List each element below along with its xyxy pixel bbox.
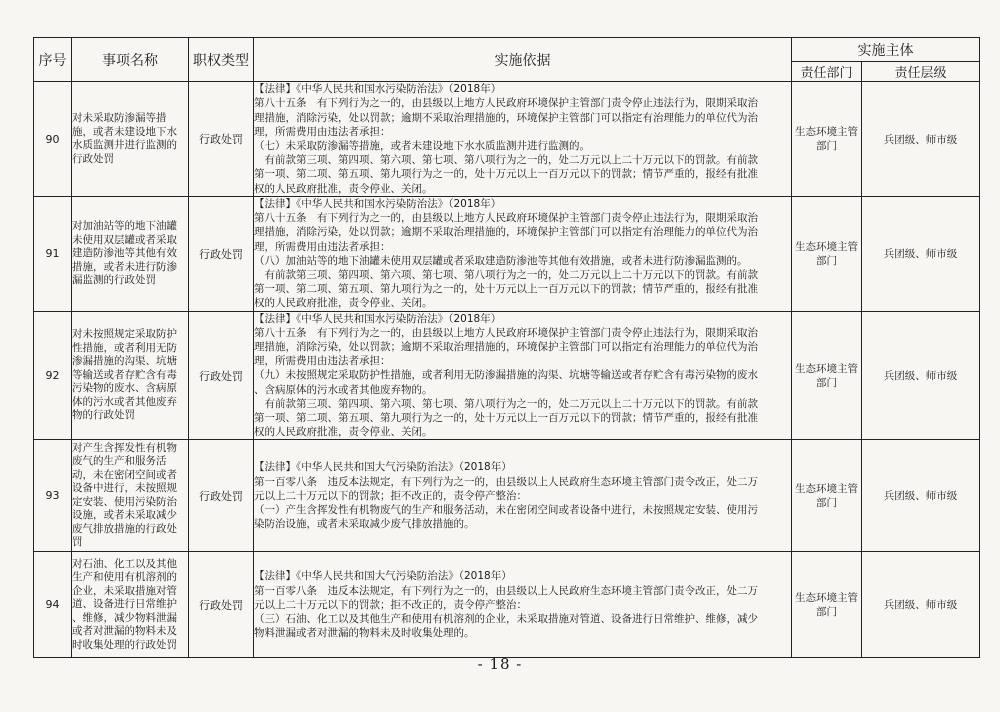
item-line: 设备中进行，未按照规: [72, 482, 177, 495]
level-cell: 兵团级、师市级: [862, 82, 980, 197]
item-line: 定安装、使用污染防治: [72, 495, 177, 508]
table-row: [34, 82, 980, 197]
basis-line: 理，所需费用由违法者承担：: [254, 125, 391, 138]
item-line: 性措施，或者利用无防: [72, 341, 177, 354]
basis-line: （八）加油站等的地下油罐未使用双层罐或者采取建造防渗池等其他有效措施，或者未进行防渗漏监测的。: [254, 254, 748, 267]
item-line: 或者对泄漏的物料未及: [72, 625, 177, 638]
item-line: 时收集处理的行政处罚: [72, 638, 177, 651]
item-line: 渗漏措施的沟渠、坑塘: [72, 355, 177, 368]
basis-line: 第一项、第二项、第五项、第九项行为之一的，处十万元以上一百万元以下的罚款；情节严重的，报经有批准: [254, 168, 758, 181]
table-row: [34, 311, 980, 440]
authority-type-cell: 行政处罚: [189, 197, 254, 312]
basis-line: 有前款第三项、第四项、第六项、第七项、第八项行为之一的，处二万元以上二十万元以下的罚款。有前款: [254, 269, 758, 282]
item-name-cell: [72, 197, 189, 312]
basis-cell: [254, 82, 792, 197]
item-line: 、维修，减少物料泄漏: [72, 611, 177, 624]
dept-cell: 生态环境主管部门: [792, 552, 862, 658]
basis-line: （七）未采取防渗漏等措施，或者未建设地下水水质监测井进行监测的。: [254, 140, 590, 152]
level-cell: 兵团级、师市级: [862, 197, 980, 312]
item-line: 体的污水或者其他废弃: [72, 395, 177, 408]
row-number: 93: [34, 440, 72, 552]
basis-line: 【法律】《中华人民共和国水污染防治法》（2018年）: [254, 83, 502, 96]
authority-type-cell: 行政处罚: [189, 440, 254, 552]
basis-line: 权的人民政府批准，责令停业、关闭。: [254, 297, 433, 310]
item-line: 漏监测的行政处罚: [72, 274, 156, 287]
basis-line: 【法律】《中华人民共和国水污染防治法》（2018年）: [254, 312, 502, 325]
basis-line: 有前款第三项、第四项、第六项、第七项、第八项行为之一的，处二万元以上二十万元以下的罚款。有前款: [254, 397, 758, 410]
administrative-penalty-table: [33, 37, 980, 658]
row-number: 90: [34, 82, 72, 197]
basis-line: 权的人民政府批准，责令停业、关闭。: [254, 426, 433, 439]
header-seq: 序号: [34, 38, 72, 82]
table-row: [34, 440, 980, 552]
dept-cell: 生态环境主管部门: [792, 311, 862, 440]
item-line: 施，或者未建设地下水: [72, 125, 177, 138]
level-cell: 兵团级、师市级: [862, 440, 980, 552]
basis-line: （九）未按照规定采取防护性措施，或者利用无防渗漏措施的沟渠、坑塘等输送或者存贮含有毒污染物的废水: [254, 369, 758, 382]
item-name-cell: [72, 552, 189, 658]
basis-line: 有前款第三项、第四项、第六项、第七项、第八项行为之一的，处二万元以上二十万元以下的罚款。有前款: [254, 154, 758, 167]
level-cell: 兵团级、师市级: [862, 552, 980, 658]
dept-cell: 生态环境主管部门: [792, 440, 862, 552]
document-page: [33, 37, 979, 649]
basis-line: 第一百零八条 违反本法规定，有下列行为之一的，由县级以上人民政府生态环境主管部门责令改正，处二万: [254, 475, 758, 488]
header-item-name: 事项名称: [72, 38, 189, 82]
basis-line: 第一项、第二项、第五项、第九项行为之一的，处十万元以上一百万元以下的罚款；情节严重的，报经有批准: [254, 283, 758, 296]
authority-type-cell: 行政处罚: [189, 311, 254, 440]
basis-line: 【法律】《中华人民共和国水污染防治法》（2018年）: [254, 198, 502, 210]
basis-line: （一）产生含挥发性有机物废气的生产和服务活动，未在密闭空间或者设备中进行，未按照规定安装、使用污: [254, 504, 758, 517]
item-name-cell: [72, 440, 189, 552]
basis-cell: [254, 311, 792, 440]
item-line: 建造防渗池等其他有效: [72, 247, 177, 260]
authority-type-cell: 行政处罚: [189, 82, 254, 197]
basis-line: 理措施，消除污染，处以罚款；逾期不采取治理措施的，环境保护主管部门可以指定有治理能力的单位代为治: [254, 226, 758, 239]
item-name-cell: [72, 82, 189, 197]
item-line: 废气排放措施的行政处: [72, 522, 177, 535]
basis-line: 染防治设施，或者未采取减少废气排放措施的。: [254, 518, 475, 531]
item-line: 对未按照规定采取防护: [72, 328, 177, 341]
item-line: 对未采取防渗漏等措: [72, 112, 167, 124]
item-line: 动，未在密闭空间或者: [72, 468, 177, 481]
table-row: [34, 552, 980, 658]
basis-line: 物料泄漏或者对泄漏的物料未及时收集处理的。: [254, 627, 475, 640]
header-level: 责任层级: [862, 62, 980, 82]
item-line: 污染物的废水、含病原: [72, 382, 177, 395]
authority-type-cell: 行政处罚: [189, 552, 254, 658]
item-line: 对石油、化工以及其他: [72, 557, 177, 570]
header-basis: 实施依据: [254, 38, 792, 82]
basis-cell: [254, 552, 792, 658]
basis-line: 理，所需费用由违法者承担：: [254, 240, 391, 253]
basis-line: （三）石油、化工以及其他生产和使用有机溶剂的企业，未采取措施对管道、设备进行日常维护、维修，减少: [254, 613, 758, 626]
dept-cell: 生态环境主管部门: [792, 82, 862, 197]
basis-line: 第八十五条 有下列行为之一的，由县级以上地方人民政府环境保护主管部门责令停止违法行为，限期采取治: [254, 97, 758, 110]
row-number: 94: [34, 552, 72, 658]
basis-line: 第八十五条 有下列行为之一的，由县级以上地方人民政府环境保护主管部门责令停止违法行为，限期采取治: [254, 326, 758, 339]
basis-cell: [254, 440, 792, 552]
basis-cell: [254, 197, 792, 312]
item-line: 废气的生产和服务活: [72, 455, 167, 468]
item-line: 等输送或者存贮含有毒: [72, 368, 177, 381]
header-dept: 责任部门: [792, 62, 862, 82]
basis-line: 权的人民政府批准，责令停业、关闭。: [254, 182, 433, 195]
item-line: 未使用双层罐或者采取: [72, 233, 177, 246]
item-line: 对产生含挥发性有机物: [72, 441, 177, 454]
item-line: 设施，或者未采取减少: [72, 509, 177, 522]
basis-line: 、含病原体的污水或者其他废弃物的。: [254, 383, 433, 396]
item-line: 企业，未采取措施对管: [72, 584, 177, 597]
table-row: [34, 197, 980, 312]
item-line: 物的行政处罚: [72, 409, 135, 422]
header-authority-type: 职权类型: [189, 38, 254, 82]
item-line: 措施，或者未进行防渗: [72, 260, 177, 273]
item-line: 行政处罚: [72, 152, 114, 165]
item-line: 对加油站等的地下油罐: [72, 220, 177, 233]
row-number: 91: [34, 197, 72, 312]
level-cell: 兵团级、师市级: [862, 311, 980, 440]
item-line: 水质监测井进行监测的: [72, 139, 177, 151]
basis-line: 【法律】《中华人民共和国大气污染防治法》（2018年）: [254, 461, 512, 474]
basis-line: 理，所需费用由违法者承担：: [254, 355, 391, 368]
dept-cell: 生态环境主管部门: [792, 197, 862, 312]
item-line: 道、设备进行日常维护: [72, 598, 177, 611]
basis-line: 第一项、第二项、第五项、第九项行为之一的，处十万元以上一百万元以下的罚款；情节严重的，报经有批准: [254, 412, 758, 425]
basis-line: 理措施，消除污染，处以罚款；逾期不采取治理措施的，环境保护主管部门可以指定有治理能力的单位代为治: [254, 341, 758, 354]
basis-line: 理措施，消除污染，处以罚款；逾期不采取治理措施的，环境保护主管部门可以指定有治理能力的单位代为治: [254, 111, 758, 124]
basis-line: 第一百零八条 违反本法规定，有下列行为之一的，由县级以上人民政府生态环境主管部门责令改正，处二万: [254, 584, 758, 597]
item-line: 生产和使用有机溶剂的: [72, 571, 177, 584]
basis-line: 元以上二十万元以下的罚款；拒不改正的，责令停产整治：: [254, 598, 527, 611]
page-number: - 18 -: [477, 655, 523, 673]
basis-line: 元以上二十万元以下的罚款；拒不改正的，责令停产整治：: [254, 489, 527, 502]
basis-line: 第八十五条 有下列行为之一的，由县级以上地方人民政府环境保护主管部门责令停止违法行为，限期采取治: [254, 212, 758, 225]
header-subject: 实施主体: [792, 38, 980, 62]
basis-line: 【法律】《中华人民共和国大气污染防治法》（2018年）: [254, 570, 512, 583]
item-name-cell: [72, 311, 189, 440]
item-line: 罚: [72, 536, 83, 549]
row-number: 92: [34, 311, 72, 440]
